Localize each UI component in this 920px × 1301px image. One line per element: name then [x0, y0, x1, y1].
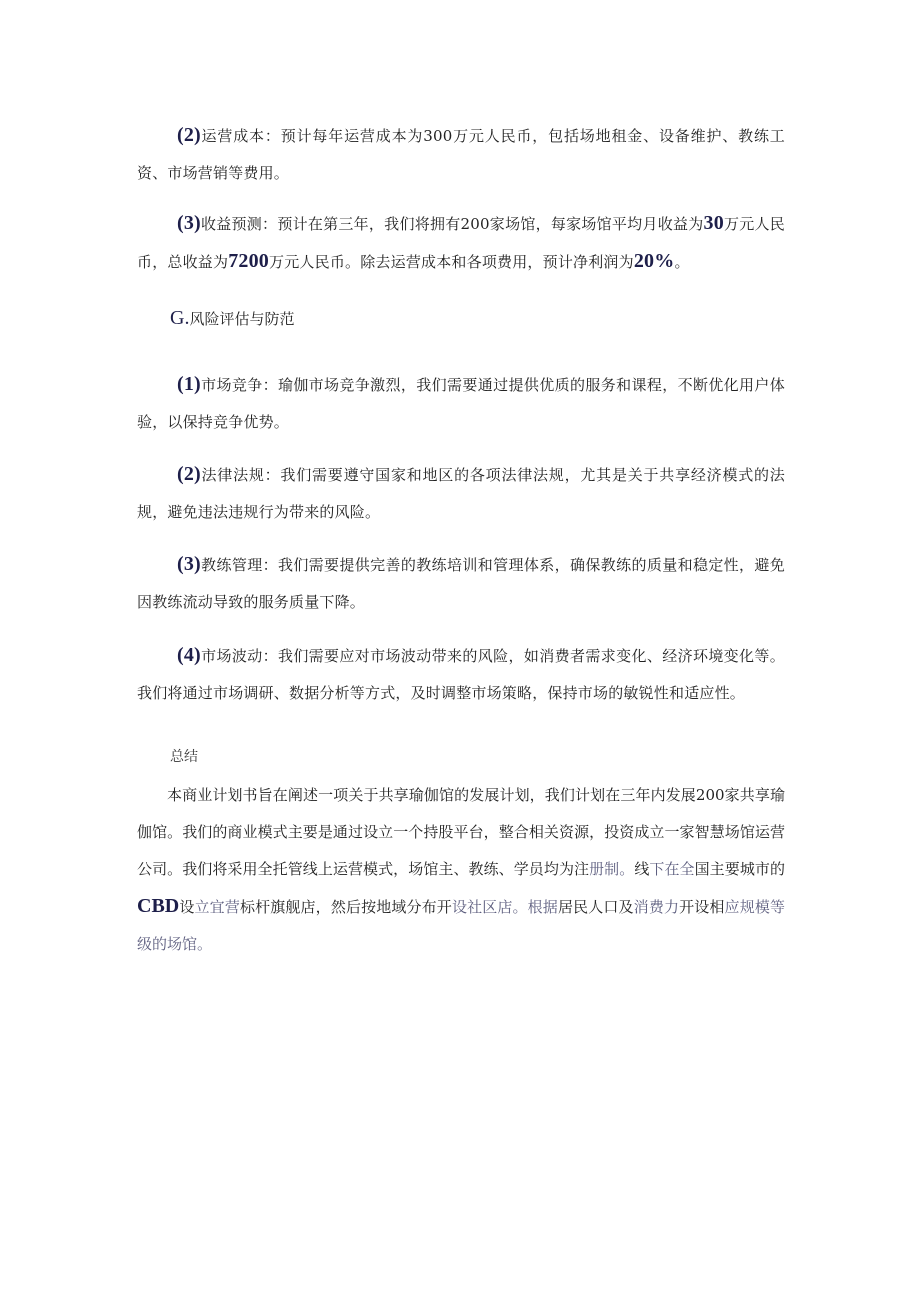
revenue-forecast-paragraph — [137, 205, 785, 281]
summary-text: 国主要城市的 — [694, 860, 785, 878]
summary-text-faded: 设社区店。根据 — [451, 898, 558, 916]
item-number: (4) — [177, 644, 201, 666]
summary-text-faded: 下在全 — [649, 860, 695, 878]
summary-text: 线 — [634, 860, 650, 878]
risk-text: 教练管理：我们需要提供完善的教练培训和管理体系，确保教练的质量和稳定性，避免因教练流动导致的服务质量下降。 — [137, 556, 785, 611]
revenue-text-part: 万元人民币。除去运营成本和各项费用，预计净利润为 — [269, 253, 634, 271]
summary-paragraph — [137, 777, 785, 963]
risk-market-competition — [137, 366, 785, 441]
revenue-text-part: 。 — [674, 253, 690, 271]
summary-text-faded: 应规模等级的场馆。 — [137, 898, 785, 953]
item-number: (1) — [177, 373, 201, 395]
section-g-heading — [170, 300, 294, 338]
summary-text: 设 — [179, 898, 195, 916]
item-number: (3) — [177, 212, 201, 234]
summary-text: 开设相 — [679, 898, 725, 916]
risk-text: 法律法规：我们需要遵守国家和地区的各项法律法规，尤其是关于共享经济模式的法规，避免违法违规行为带来的风险。 — [137, 466, 785, 521]
cbd-label: CBD — [137, 895, 180, 917]
risk-laws-regulations — [137, 456, 785, 531]
revenue-text-part: 收益预测：预计在第三年，我们将拥有200家场馆，每家场馆平均月收益为 — [200, 215, 704, 233]
risk-text: 市场竞争：瑜伽市场竞争激烈，我们需要通过提供优质的服务和课程，不断优化用户体验，以保持竞争优势。 — [137, 376, 785, 431]
summary-text-faded: 消费力 — [633, 898, 680, 916]
risk-market-volatility — [137, 637, 785, 712]
operating-cost-paragraph — [137, 117, 785, 192]
item-number: (3) — [177, 553, 201, 575]
total-revenue-value: 7200 — [228, 250, 270, 272]
monthly-revenue-value: 30 — [703, 212, 724, 234]
item-number: (2) — [177, 463, 201, 485]
summary-text: 本商业计划书旨在阐述一项关于共享瑜伽馆的发展计划，我们计划在三年内发展200家共享瑜伽馆。我们的商业模式主要是通过设立一个持股平台，整合相关资源，投资成立一家智慧场馆运营公司。我们将采用全托管线上运营模式，场馆主、教练、学员均为注 — [137, 786, 785, 878]
summary-text-faded: 册制。 — [589, 860, 635, 878]
risk-text: 市场波动：我们需要应对市场波动带来的风险，如消费者需求变化、经济环境变化等。我们将通过市场调研、数据分析等方式，及时调整市场策略，保持市场的敏锐性和适应性。 — [137, 647, 785, 702]
section-title: 风险评估与防范 — [189, 310, 295, 328]
operating-cost-text: 运营成本：预计每年运营成本为300万元人民币，包括场地租金、设备维护、教练工资、市场营销等费用。 — [137, 127, 785, 182]
summary-text-faded: 立宜营 — [194, 898, 240, 916]
risk-coach-management — [137, 546, 785, 621]
summary-heading: 总结 — [170, 749, 198, 765]
item-number: (2) — [177, 124, 201, 146]
revenue-text-part: 万元人民币，总收益为 — [137, 215, 785, 271]
section-letter: G. — [170, 307, 190, 329]
summary-text: 标杆旗舰店，然后按地域分布开 — [239, 898, 452, 916]
summary-text: 居民人口及 — [557, 898, 634, 916]
net-profit-value: 20% — [633, 250, 675, 272]
